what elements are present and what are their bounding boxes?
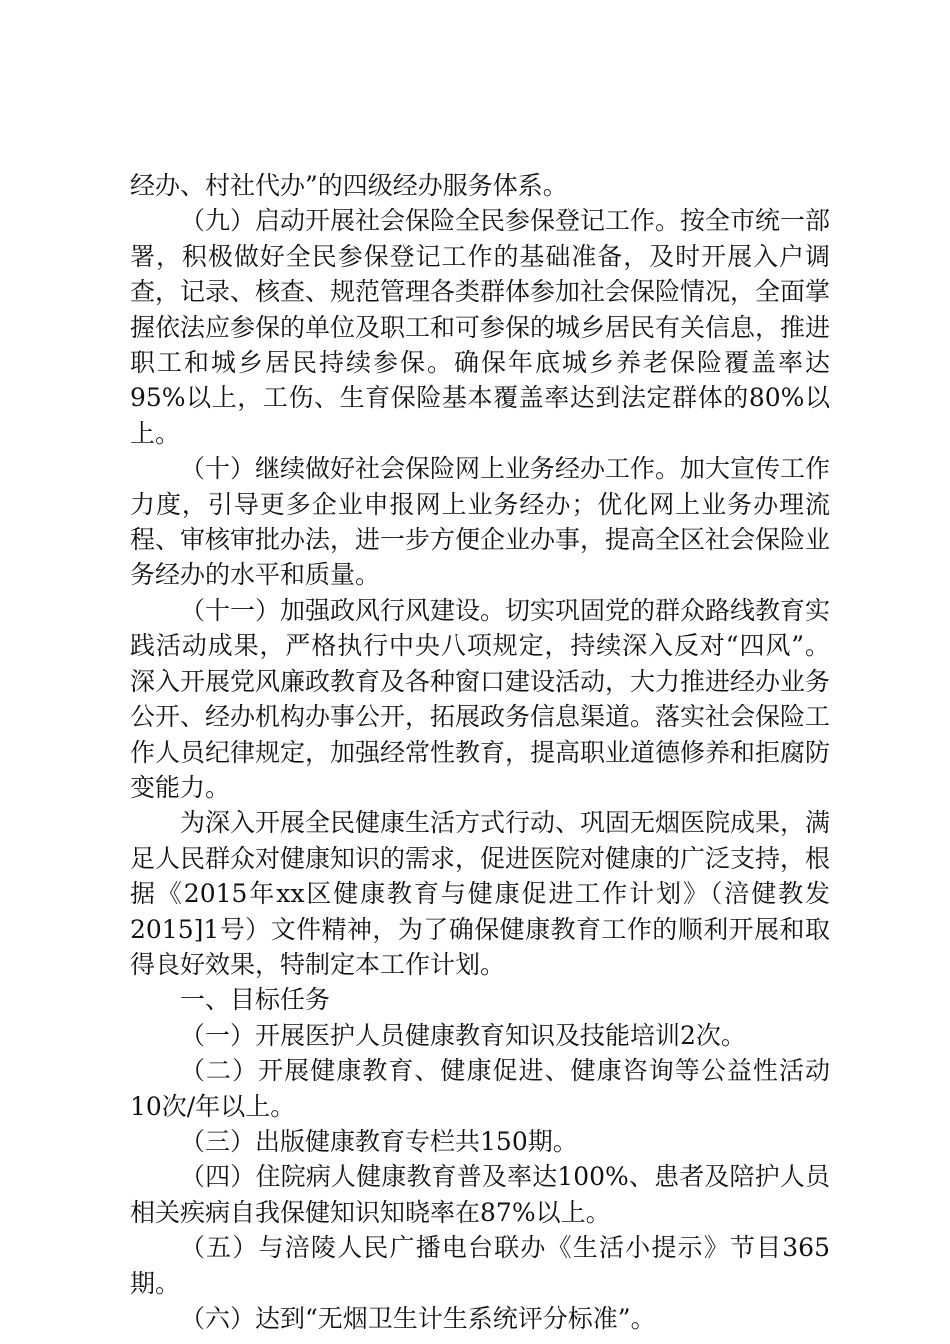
document-page	[130, 168, 830, 1336]
goal-item-6: （六）达到“无烟卫生计生系统评分标准”。	[180, 1304, 656, 1333]
goal-item-3: （三）出版健康教育专栏共150期。	[180, 1126, 578, 1156]
goal-item-4: （四）住院病人健康教育普及率达100%、患者及陪护人员相关疾病自我保健知识知晓率在87%以上。	[130, 1162, 830, 1227]
paragraph-continuation: 经办、村社代办”的四级经办服务体系。	[130, 171, 568, 200]
goal-item-5: （五）与涪陵人民广播电台联办《生活小提示》节目365期。	[130, 1233, 830, 1298]
paragraph-item-9: （九）启动开展社会保险全民参保登记工作。按全市统一部署，积极做好全民参保登记工作的基础准备，及时开展入户调查，记录、核查、规范管理各类群体参加社会保险情况，全面掌握依法应参保的单位及职工和可参保的城乡居民有关信息，推进职工和城乡居民持续参保。确保年底城乡养老保险覆盖率达95%以上，工伤、生育保险基本覆盖率达到法定群体的80%以上。	[130, 206, 831, 448]
goal-item-1: （一）开展医护人员健康教育知识及技能培训2次。	[180, 1020, 746, 1050]
paragraph-intro: 为深入开展全民健康生活方式行动、巩固无烟医院成果，满足人民群众对健康知识的需求，促进医院对健康的广泛支持，根据《2015年xx区健康教育与健康促进工作计划》（涪健教发2015]1号）文件精神，为了确保健康教育工作的顺利开展和取得良好效果，特制定本工作计划。	[130, 808, 831, 979]
section-heading: 一、目标任务	[180, 985, 331, 1015]
paragraph-item-10: （十）继续做好社会保险网上业务经办工作。加大宣传工作力度，引导更多企业申报网上业务经办；优化网上业务办理流程、审核审批办法，进一步方便企业办事，提高全区社会保险业务经办的水平和质量。	[130, 454, 831, 590]
paragraph-item-11: （十一）加强政风行风建设。切实巩固党的群众路线教育实践活动成果，严格执行中央八项规定，持续深入反对“四风”。深入开展党风廉政教育及各种窗口建设活动，大力推进经办业务公开、经办机构办事公开，拓展政务信息渠道。落实社会保险工作人员纪律规定，加强经常性教育，提高职业道德修养和拒腐防变能力。	[130, 595, 831, 802]
goal-item-2: （二）开展健康教育、健康促进、健康咨询等公益性活动10次/年以上。	[130, 1056, 830, 1121]
